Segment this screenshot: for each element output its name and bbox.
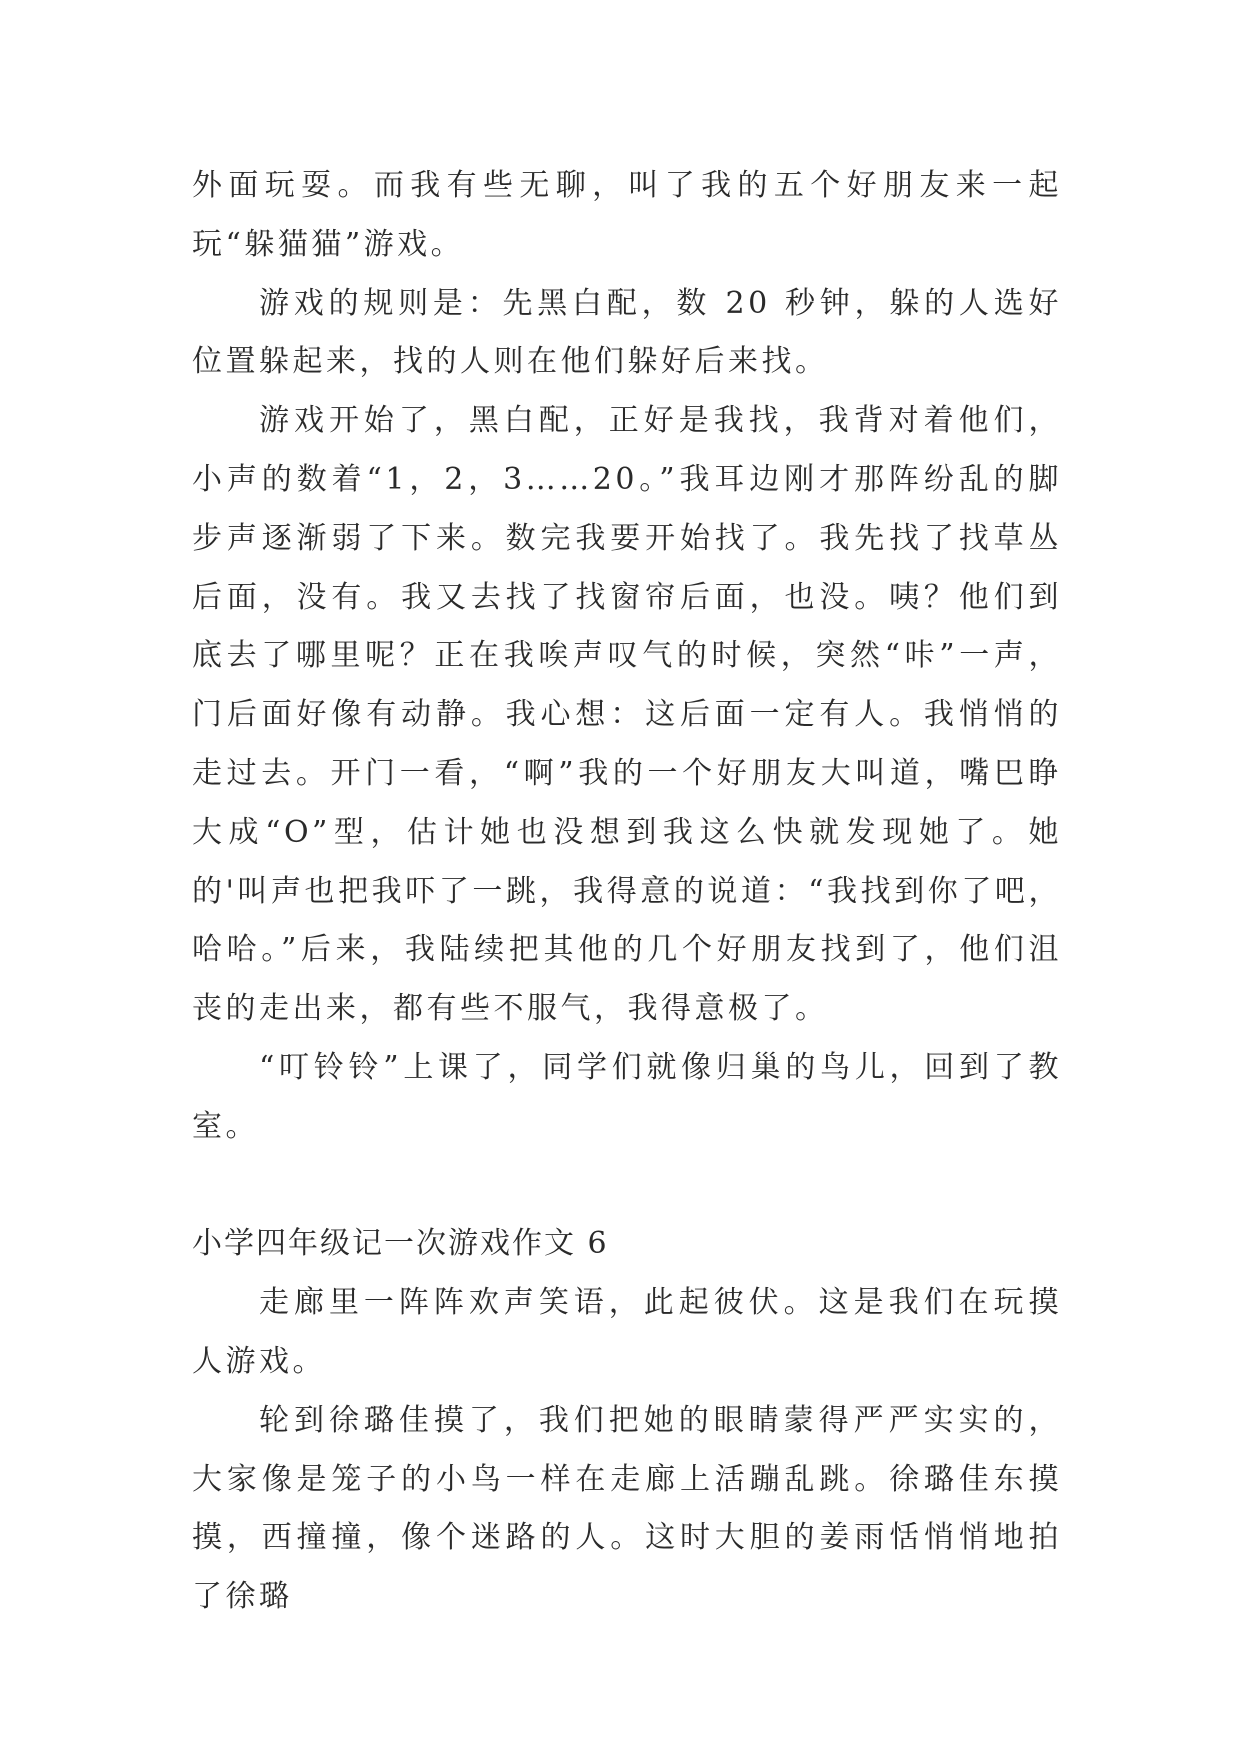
paragraph-blindfold: 轮到徐璐佳摸了，我们把她的眼睛蒙得严严实实的，大家像是笼子的小鸟一样在走廊上活蹦乱跳。徐璐佳东摸摸，西撞撞，像个迷路的人。这时大胆的姜雨恬悄悄地拍了徐璐 [192, 1402, 1062, 1615]
essay-heading: 小学四年级记一次游戏作文 6 [192, 1226, 609, 1262]
paragraph-game-rules: 游戏的规则是：先黑白配，数 20 秒钟，躲的人选好位置躲起来，找的人则在他们躲好后来找。 [192, 285, 1062, 380]
paragraph-continuation: 外面玩耍。而我有些无聊，叫了我的五个好朋友来一起玩“躲猫猫”游戏。 [192, 168, 1062, 262]
paragraph-corridor: 走廊里一阵阵欢声笑语，此起彼伏。这是我们在玩摸人游戏。 [192, 1285, 1062, 1379]
paragraph-class-bell: “叮铃铃”上课了，同学们就像归巢的鸟儿，回到了教室。 [192, 1049, 1062, 1144]
paragraph-game-story: 游戏开始了，黑白配，正好是我找，我背对着他们，小声的数着“1，2，3……20。”我耳边刚才那阵纷乱的脚步声逐渐弱了下来。数完我要开始找了。我先找了找草丛后面，没有。我又去找了找窗帘后面，也没。咦？他们到底去了哪里呢？正在我唉声叹气的时候，突然“咔”一声，门后面好像有动静。我心想：这后面一定有人。我悄悄的走过去。开门一看，“啊”我的一个好朋友大叫道，嘴巴睁大成“O”型，估计她也没想到我这么快就发现她了。她的'叫声也把我吓了一跳，我得意的说道：“我找到你了吧，哈哈。”后来，我陆续把其他的几个好朋友找到了，他们沮丧的走出来，都有些不服气，我得意极了。 [192, 403, 1062, 1027]
article-body [192, 157, 1062, 1627]
